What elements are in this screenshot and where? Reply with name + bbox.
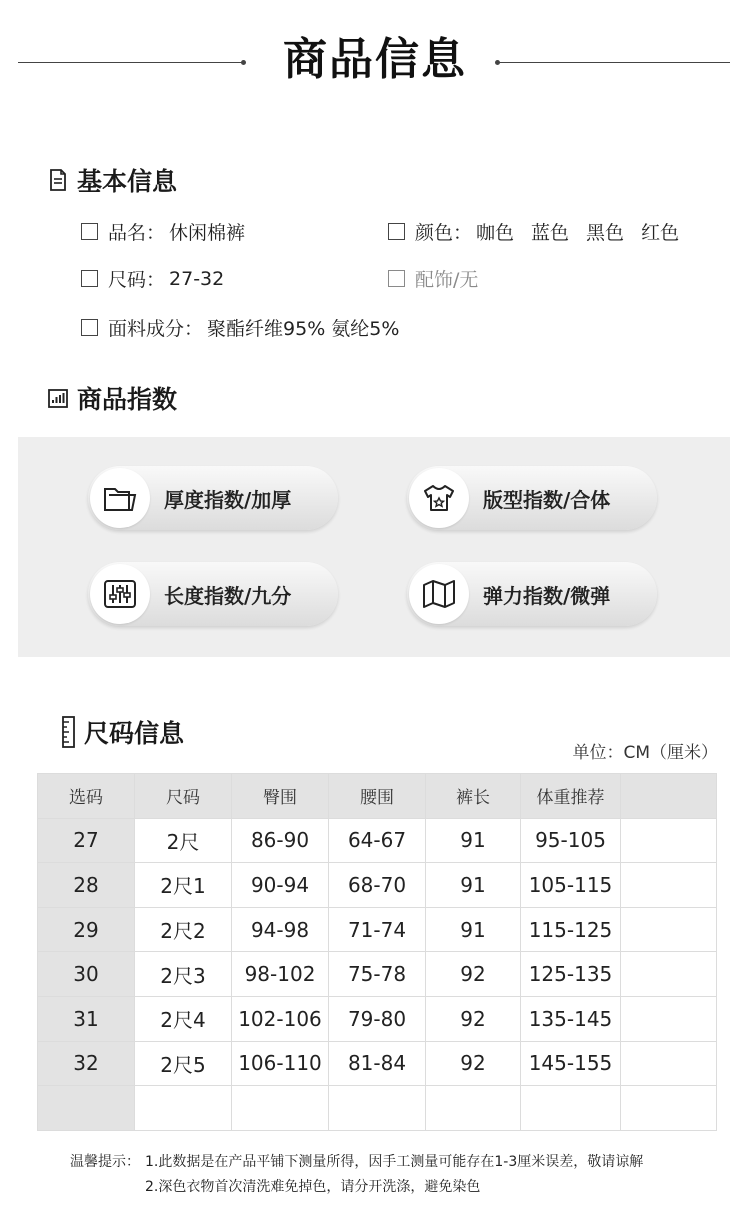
checkbox-icon bbox=[81, 270, 98, 287]
table-cell: 90-94 bbox=[232, 863, 329, 908]
fit-index bbox=[407, 466, 657, 530]
accessory-text: 配饰/无 bbox=[415, 269, 479, 291]
table-cell: 91 bbox=[426, 818, 521, 863]
table-row bbox=[38, 996, 717, 1041]
fabric-label: 面料成分： bbox=[108, 318, 204, 340]
table-cell bbox=[521, 1086, 621, 1131]
elasticity-index bbox=[407, 562, 657, 626]
table-cell bbox=[329, 1086, 426, 1131]
tips-label: 温馨提示： bbox=[70, 1154, 140, 1170]
tshirt-icon bbox=[422, 483, 456, 513]
table-cell: 2尺2 bbox=[135, 907, 232, 952]
product-name-value: 休闲棉裤 bbox=[169, 222, 246, 244]
length-index-label: 长度指数/九分 bbox=[164, 583, 292, 608]
table-cell: 115-125 bbox=[521, 907, 621, 952]
index-heading bbox=[48, 380, 177, 416]
product-name-item bbox=[81, 218, 245, 245]
unit-label: 单位：CM（厘米） bbox=[572, 743, 718, 763]
checkbox-icon bbox=[388, 270, 405, 287]
table-row bbox=[38, 863, 717, 908]
size-info-heading bbox=[62, 714, 184, 750]
table-cell: 71-74 bbox=[329, 907, 426, 952]
header-cell: 腰围 bbox=[329, 774, 426, 819]
table-cell bbox=[621, 907, 717, 952]
header-cell: 裤长 bbox=[426, 774, 521, 819]
size-range-label: 尺码： bbox=[108, 269, 166, 291]
table-cell: 75-78 bbox=[329, 952, 426, 997]
icon-circle bbox=[409, 564, 469, 624]
color-option: 黑色 bbox=[586, 222, 625, 244]
tips-row bbox=[70, 1150, 643, 1175]
table-cell: 94-98 bbox=[232, 907, 329, 952]
size-range-value: 27-32 bbox=[169, 267, 225, 290]
table-cell: 105-115 bbox=[521, 863, 621, 908]
table-cell bbox=[621, 952, 717, 997]
title-row bbox=[0, 30, 750, 90]
table-row bbox=[38, 818, 717, 863]
table-row bbox=[38, 1041, 717, 1086]
table-cell: 2尺5 bbox=[135, 1041, 232, 1086]
size-table bbox=[37, 773, 717, 1131]
length-index bbox=[88, 562, 338, 626]
product-name-label: 品名： bbox=[108, 222, 166, 244]
table-cell: 92 bbox=[426, 1041, 521, 1086]
color-option: 咖色 bbox=[476, 222, 515, 244]
table-cell: 106-110 bbox=[232, 1041, 329, 1086]
table-cell: 86-90 bbox=[232, 818, 329, 863]
fabric-item bbox=[81, 314, 399, 341]
color-label: 颜色： bbox=[415, 222, 473, 244]
thickness-index-label: 厚度指数/加厚 bbox=[164, 487, 292, 512]
table-cell: 95-105 bbox=[521, 818, 621, 863]
table-cell bbox=[621, 863, 717, 908]
table-cell: 79-80 bbox=[329, 996, 426, 1041]
tips-line: 2.深色衣物首次清洗难免掉色，请分开洗涤，避免染色 bbox=[145, 1179, 481, 1195]
table-cell bbox=[621, 818, 717, 863]
table-cell: 2尺 bbox=[135, 818, 232, 863]
table-cell: 135-145 bbox=[521, 996, 621, 1041]
checkbox-icon bbox=[81, 319, 98, 336]
table-cell: 91 bbox=[426, 907, 521, 952]
color-option: 红色 bbox=[641, 222, 680, 244]
tips-line: 1.此数据是在产品平铺下测量所得，因手工测量可能存在1-3厘米误差，敬请谅解 bbox=[145, 1154, 644, 1170]
tips-indent bbox=[70, 1175, 145, 1200]
header-cell: 尺码 bbox=[135, 774, 232, 819]
table-cell: 29 bbox=[38, 907, 135, 952]
checkbox-icon bbox=[81, 223, 98, 240]
header-cell: 选码 bbox=[38, 774, 135, 819]
table-cell bbox=[135, 1086, 232, 1131]
icon-circle bbox=[90, 468, 150, 528]
table-cell bbox=[621, 1086, 717, 1131]
table-cell: 92 bbox=[426, 952, 521, 997]
table-cell: 91 bbox=[426, 863, 521, 908]
table-cell: 145-155 bbox=[521, 1041, 621, 1086]
table-cell: 27 bbox=[38, 818, 135, 863]
icon-circle bbox=[90, 564, 150, 624]
ruler-icon bbox=[62, 716, 75, 748]
size-info-title: 尺码信息 bbox=[84, 719, 185, 748]
table-header-row bbox=[38, 774, 717, 819]
index-panel bbox=[18, 437, 730, 657]
table-cell: 68-70 bbox=[329, 863, 426, 908]
elasticity-index-label: 弹力指数/微弹 bbox=[483, 583, 611, 608]
table-row bbox=[38, 907, 717, 952]
table-cell: 30 bbox=[38, 952, 135, 997]
table-row bbox=[38, 952, 717, 997]
table-cell: 2尺3 bbox=[135, 952, 232, 997]
table-cell: 28 bbox=[38, 863, 135, 908]
folder-icon bbox=[103, 483, 137, 513]
title-divider-right bbox=[497, 62, 730, 63]
document-icon bbox=[48, 169, 68, 191]
table-row bbox=[38, 1086, 717, 1131]
color-item bbox=[388, 218, 679, 245]
page-title: 商品信息 bbox=[283, 34, 467, 85]
basic-info-heading bbox=[48, 162, 177, 198]
fit-index-label: 版型指数/合体 bbox=[483, 487, 611, 512]
fabric-value: 聚酯纤维95% 氨纶5% bbox=[207, 318, 400, 340]
header-cell: 体重推荐 bbox=[521, 774, 621, 819]
index-title: 商品指数 bbox=[77, 385, 178, 414]
table-cell bbox=[621, 1041, 717, 1086]
table-cell: 2尺4 bbox=[135, 996, 232, 1041]
header-cell bbox=[621, 774, 717, 819]
table-cell bbox=[426, 1086, 521, 1131]
basic-info-title: 基本信息 bbox=[77, 167, 178, 196]
accessory-item bbox=[388, 265, 478, 292]
table-cell: 102-106 bbox=[232, 996, 329, 1041]
bar-chart-icon bbox=[48, 387, 68, 409]
table-cell: 92 bbox=[426, 996, 521, 1041]
sliders-icon bbox=[103, 579, 137, 609]
header-cell: 臀围 bbox=[232, 774, 329, 819]
table-cell bbox=[232, 1086, 329, 1131]
table-cell: 2尺1 bbox=[135, 863, 232, 908]
icon-circle bbox=[409, 468, 469, 528]
table-cell: 98-102 bbox=[232, 952, 329, 997]
table-cell: 31 bbox=[38, 996, 135, 1041]
table-cell: 81-84 bbox=[329, 1041, 426, 1086]
table-cell: 64-67 bbox=[329, 818, 426, 863]
thickness-index bbox=[88, 466, 338, 530]
tips bbox=[70, 1150, 643, 1200]
size-range-item bbox=[81, 265, 224, 292]
table-cell bbox=[621, 996, 717, 1041]
color-option: 蓝色 bbox=[531, 222, 570, 244]
tips-row bbox=[70, 1175, 643, 1200]
map-icon bbox=[422, 579, 456, 609]
checkbox-icon bbox=[388, 223, 405, 240]
table-cell: 125-135 bbox=[521, 952, 621, 997]
table-cell: 32 bbox=[38, 1041, 135, 1086]
table-cell bbox=[38, 1086, 135, 1131]
